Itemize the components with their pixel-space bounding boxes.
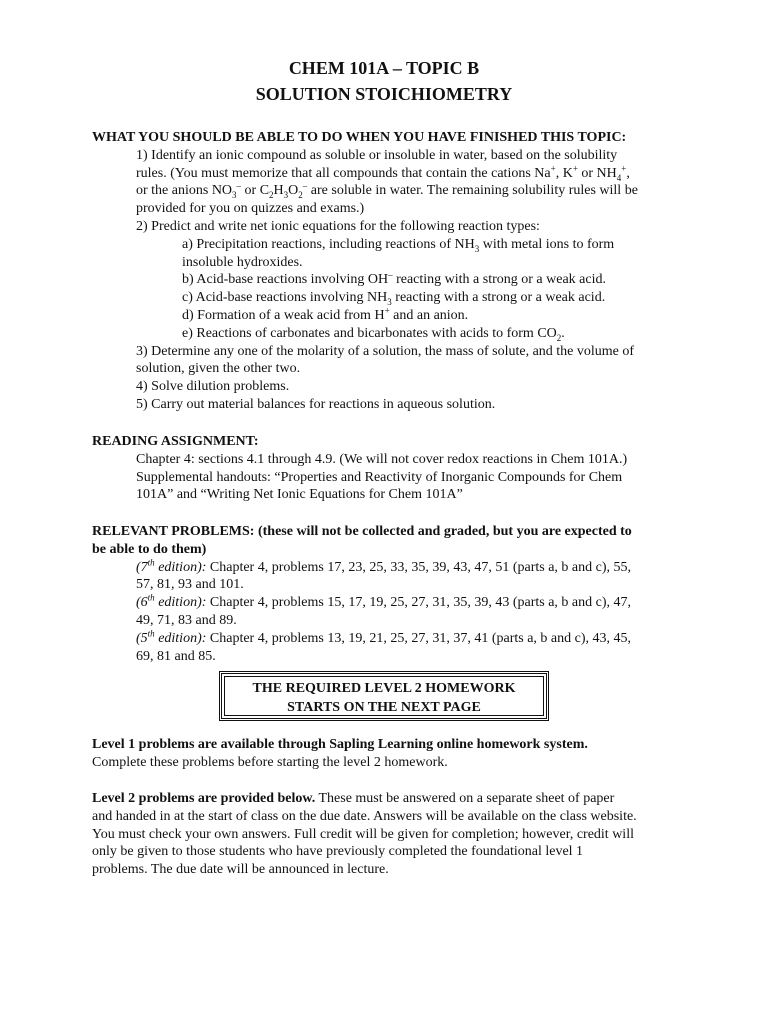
objective-2e: e) Reactions of carbonates and bicarbonates with acids to form $CO_2$. [182, 325, 565, 343]
objectives-section [92, 129, 688, 414]
objective-1-line: provided for you on quizzes and exams.) [136, 201, 365, 217]
reading-heading: READING ASSIGNMENT: [92, 434, 259, 449]
objective-2d: d) Formation of a weak acid from H+ and an anion. [182, 305, 469, 323]
problems-7th-edition: (7th edition): Chapter 4, problems 17, 23, 25, 33, 35, 39, 43, 47, 51 (parts a, b and c), 55, 57, 81, 93 and 101. [136, 556, 632, 593]
problems-heading: RELEVANT PROBLEMS: (these will not be collected and graded, but you are expected to [92, 524, 632, 539]
level2-heading: Level 2 problems are provided below. [92, 791, 316, 806]
objective-3: 3) Determine any one of the molarity of a solution, the mass of solute, and the volume of solution, given the other two. [136, 343, 635, 377]
reading-line: Supplemental handouts: “Properties and Reactivity of Inorganic Compounds for Chem [136, 469, 623, 485]
notice-line: STARTS ON THE NEXT PAGE [287, 700, 481, 715]
objective-2: 2) Predict and write net ionic equations for the following reaction types: [136, 218, 540, 234]
level2-line: problems. The due date will be announced in lecture. [92, 862, 389, 878]
reading-section [92, 433, 688, 504]
reading-line: 101A” and “Writing Net Ionic Equations for Chem 101A” [136, 487, 463, 503]
level1-text: Complete these problems before starting the level 2 homework. [92, 754, 448, 770]
objective-2c: c) Acid-base reactions involving $NH_3$ reacting with a strong or a weak acid. [182, 290, 606, 307]
reading-line: Chapter 4: sections 4.1 through 4.9. (We will not cover redox reactions in Chem 101A.) [136, 451, 628, 467]
problems-6th-edition: (6th edition): Chapter 4, problems 15, 17, 19, 25, 27, 31, 35, 39, 43 (parts a, b and c), 47, 49, 71, 83 and 89. [136, 592, 632, 628]
problems-heading: be able to do them) [92, 541, 207, 557]
objective-1-line: rules. (You must memorize that all compounds that contain the cations Na+, K+ or $NH_4^+$, [136, 162, 630, 183]
homework-notice-box [219, 671, 549, 721]
page-subtitle: SOLUTION STOICHIOMETRY [255, 84, 513, 104]
objective-1-line: 1) Identify an ionic compound as soluble or insoluble in water, based on the solubility [136, 147, 618, 163]
level2-line: only be given to those students who have previously completed the foundational level 1 [92, 844, 584, 860]
problems-5th-edition: (5th edition): Chapter 4, problems 13, 19, 21, 25, 27, 31, 37, 41 (parts a, b and c), 43, 45, 69, 81 and 85. [136, 628, 632, 664]
level1-section [92, 736, 688, 772]
notice-line: THE REQUIRED LEVEL 2 HOMEWORK [252, 681, 516, 696]
objective-1-line: or the anions $NO_3^-$ or $C_2H_3O_2^-$ are soluble in water. The remaining solubility rules will be [136, 180, 638, 201]
level1-heading: Level 1 problems are available through Sapling Learning online homework system. [92, 737, 588, 752]
level2-line: Level 2 problems are provided below. These must be answered on a separate sheet of paper [92, 791, 615, 806]
page-title: CHEM 101A – TOPIC B [288, 58, 480, 78]
objective-4: 4) Solve dilution problems. [136, 379, 290, 395]
level2-section [92, 790, 708, 879]
level2-line: You must check your own answers. Full credit will be given for completion; however, credit will [92, 826, 634, 842]
objective-2a: a) Precipitation reactions, including reactions of $NH_3$ with metal ions to form insoluble hydroxides. [182, 236, 615, 270]
level2-line: and handed in at the start of class on the due date. Answers will be available on the class website. [92, 808, 637, 824]
problems-section [92, 523, 688, 665]
objectives-heading: WHAT YOU SHOULD BE ABLE TO DO WHEN YOU HAVE FINISHED THIS TOPIC: [92, 130, 627, 145]
objective-2b: b) Acid-base reactions involving OH– reacting with a strong or a weak acid. [182, 269, 606, 288]
objective-1 [92, 147, 688, 218]
objective-5: 5) Carry out material balances for reactions in aqueous solution. [136, 396, 496, 412]
